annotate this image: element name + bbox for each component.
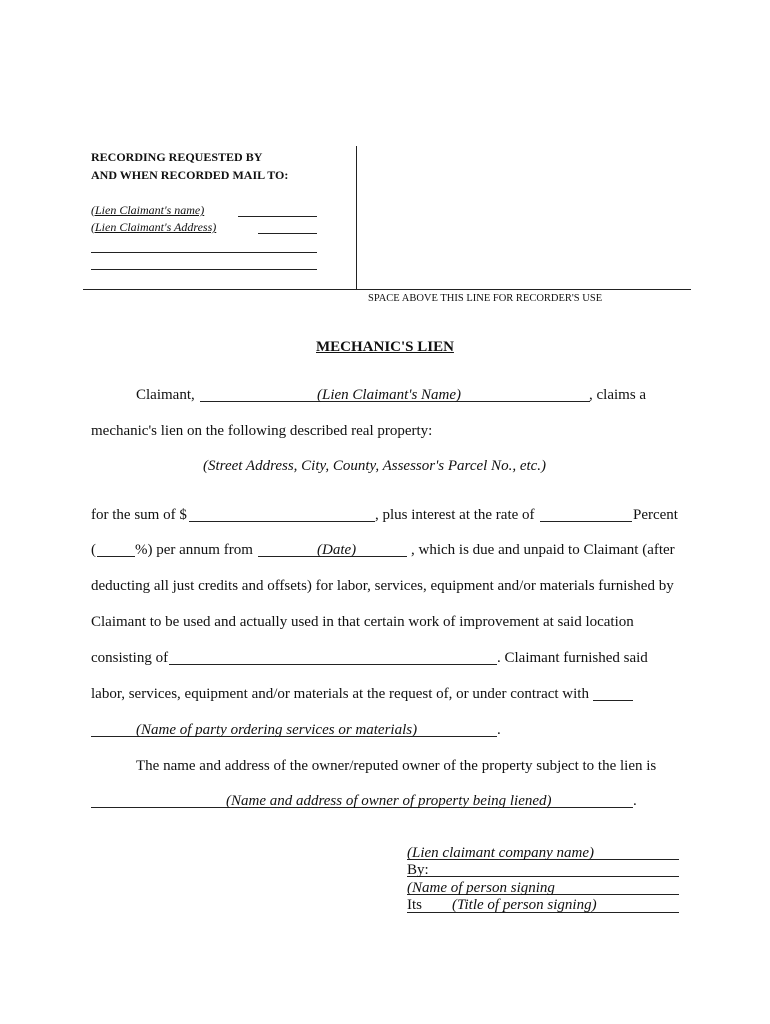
- claimant-name-placeholder: (Lien Claimant's Name): [317, 387, 462, 403]
- recorder-space-line: [83, 289, 691, 290]
- consisting-of-label: consisting of: [91, 650, 169, 666]
- address-line-3: [91, 252, 317, 253]
- claimant-name-underline: [238, 216, 317, 217]
- percent-blank: [97, 556, 135, 557]
- signer-name-placeholder: (Name of person signing: [407, 880, 555, 896]
- by-label: By:: [407, 862, 429, 878]
- party-ordering-period: .: [497, 722, 501, 738]
- sum-blank: [189, 521, 375, 522]
- its-label: Its: [407, 897, 422, 913]
- party-ordering-placeholder: (Name of party ordering services or materials): [136, 722, 418, 738]
- recorder-use-note: SPACE ABOVE THIS LINE FOR RECORDER'S USE: [368, 293, 603, 304]
- claimant-label: Claimant,: [136, 387, 195, 403]
- furnished-text: . Claimant furnished said: [497, 650, 648, 666]
- by-line: [407, 876, 679, 877]
- recorder-space-divider: [356, 146, 357, 289]
- property-intro-text: mechanic's lien on the following described real property:: [91, 423, 433, 439]
- contract-with-blank: [593, 700, 633, 701]
- owner-intro-text: The name and address of the owner/reputed owner of the property subject to the lien is: [136, 758, 657, 774]
- owner-period: .: [633, 793, 637, 809]
- company-name-placeholder: (Lien claimant company name): [407, 845, 595, 861]
- interest-rate-blank: [540, 521, 632, 522]
- owner-placeholder: (Name and address of owner of property being liened): [226, 793, 552, 809]
- percent-label: Percent: [633, 507, 678, 523]
- per-annum-text: %) per annum from: [135, 542, 253, 558]
- consisting-of-blank: [169, 664, 497, 665]
- signer-title-placeholder: (Title of person signing): [452, 897, 597, 913]
- percent-open-paren: (: [91, 542, 96, 558]
- claimant-address-underline: [258, 233, 317, 234]
- recording-requested-label: RECORDING REQUESTED BY: [91, 150, 263, 164]
- mail-to-label: AND WHEN RECORDED MAIL TO:: [91, 168, 289, 182]
- work-improvement-text: Claimant to be used and actually used in that certain work of improvement at said location: [91, 614, 634, 630]
- document-title: MECHANIC'S LIEN: [316, 339, 454, 355]
- claimant-address-field: (Lien Claimant's Address): [91, 220, 217, 234]
- address-line-4: [91, 269, 317, 270]
- date-placeholder: (Date): [317, 542, 357, 558]
- credits-offsets-text: deducting all just credits and offsets) for labor, services, equipment and/or materials furnished by: [91, 578, 674, 594]
- claims-text: , claims a: [589, 387, 647, 403]
- interest-text: , plus interest at the rate of: [375, 507, 535, 523]
- sum-label: for the sum of $: [91, 507, 187, 523]
- property-address-placeholder: (Street Address, City, County, Assessor's Parcel No., etc.): [203, 458, 547, 474]
- due-unpaid-text: , which is due and unpaid to Claimant (after: [411, 542, 675, 558]
- request-contract-text: labor, services, equipment and/or materials at the request of, or under contract with: [91, 686, 589, 702]
- claimant-name-field: (Lien Claimant's name): [91, 203, 205, 217]
